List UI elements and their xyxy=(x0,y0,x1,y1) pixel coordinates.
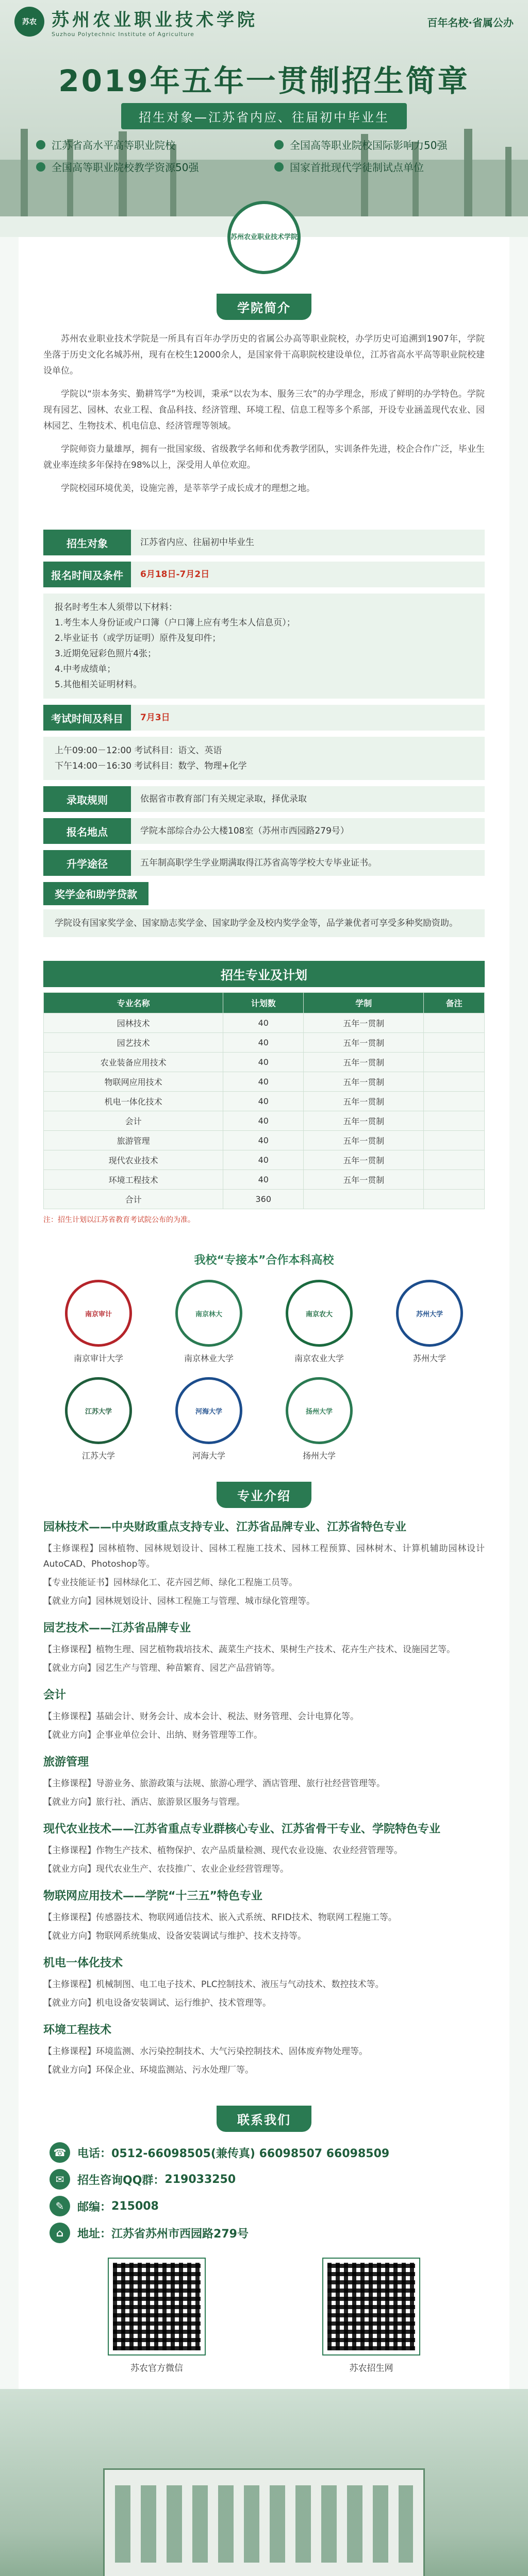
contact-section xyxy=(19,2093,509,2389)
major-paragraph: 【主修课程】作物生产技术、植物保护、农产品质量检测、现代农业设施、农业经营管理等。 xyxy=(43,1845,403,1856)
table-cell xyxy=(424,1033,485,1053)
major-title: 现代农业技术——江苏省重点专业群核心专业、江苏省骨干专业、学院特色专业 xyxy=(43,1823,441,1836)
university-logo-icon: 河海大学 xyxy=(175,1377,242,1444)
table-cell: 环境工程技术 xyxy=(44,1170,223,1190)
requirement-item: 2.毕业证书（或学历证明）原件及复印件； xyxy=(55,633,221,643)
recruit-target-banner: 招生对象—江苏省内应、往届初中毕业生 xyxy=(121,103,407,129)
major-paragraph: 【主修课程】环境监测、水污染控制技术、大气污染控制技术、固体废弃物处理等。 xyxy=(43,2046,368,2057)
table-row xyxy=(44,1111,485,1131)
feature-item: 江苏省高水平高等职业院校 xyxy=(36,137,254,152)
university-logo-icon: 江苏大学 xyxy=(65,1377,132,1444)
chat-icon: ✉ xyxy=(50,2169,70,2190)
main-card xyxy=(19,233,509,2389)
qr-codes xyxy=(50,2259,478,2374)
exam-slot: 上午09:00－12:00 考试科目：语文、英语 xyxy=(55,745,222,756)
transfer-row: 升学途径 五年制高职学生学业期满取得江苏省高等学校大专毕业证书。 xyxy=(43,850,485,876)
majors-heading: 专业介绍 xyxy=(43,1482,485,1508)
page-title: 2019年五年一贯制招生简章 xyxy=(58,63,470,98)
requirement-item: 4.中考成绩单； xyxy=(55,664,116,674)
contact-heading: 联系我们 xyxy=(50,2106,478,2132)
table-cell: 物联网应用技术 xyxy=(44,1072,223,1092)
table-row xyxy=(44,1170,485,1190)
requirements-list: 报名时考生本人须带以下材料： 1.考生本人身份证或户口簿（户口簿上应有考生本人信息页）； 2.毕业证书（或学历证明）原件及复印件； 3.近期免冠彩色照片4张； 4.中考成绩单； 5.其他相关证明材料。 xyxy=(43,594,485,699)
table-row xyxy=(44,1150,485,1170)
slogan: 百年名校·省属公办 xyxy=(427,16,514,29)
university-item xyxy=(264,1377,374,1461)
table-header-row: 专业名称 计划数 学制 备注 xyxy=(44,993,485,1013)
table-cell xyxy=(424,1092,485,1111)
table-cell: 40 xyxy=(223,1092,304,1111)
major-paragraph: 【就业方向】园林规划设计、园林工程施工与管理、城市绿化管理等。 xyxy=(43,1596,315,1606)
university-name: 苏州大学 xyxy=(412,1353,446,1363)
exam-row: 考试时间及科目 7月3日 xyxy=(43,705,485,731)
table-row xyxy=(44,1190,485,1209)
signup-row: 报名时间及条件 6月18日-7月2日 xyxy=(43,562,485,587)
school-name-en: Suzhou Polytechnic Institute of Agriculture xyxy=(52,31,194,38)
major-paragraph: 【主修课程】传感器技术、物联网通信技术、嵌入式系统、RFID技术、物联网工程施工等。 xyxy=(43,1912,397,1923)
university-name: 南京审计大学 xyxy=(73,1353,123,1363)
university-name: 南京农业大学 xyxy=(294,1353,344,1363)
major-paragraph: 【主修课程】园林植物、园林规划设计、园林工程施工技术、园林工程预算、园林树木、计算机辅助园林设计AutoCAD、Photoshop等。 xyxy=(43,1544,485,1569)
major-title: 园艺技术——江苏省品牌专业 xyxy=(43,1622,191,1635)
university-item xyxy=(154,1377,264,1461)
major-title: 机电一体化技术 xyxy=(43,1957,123,1970)
majors-section xyxy=(19,1471,509,2093)
major-paragraph: 【就业方向】旅行社、酒店、旅游景区服务与管理。 xyxy=(43,1797,245,1807)
plan-note: 注：招生计划以江苏省教育考试院公布的为准。 xyxy=(43,1216,195,1224)
table-cell: 现代农业技术 xyxy=(44,1150,223,1170)
table-cell: 360 xyxy=(223,1190,304,1209)
requirement-item: 1.考生本人身份证或户口簿（户口簿上应有考生本人信息页）； xyxy=(55,618,295,628)
intro-paragraph: 学院以“崇本务实、勤耕笃学”为校训，秉承“以农为本、服务三农”的办学理念，形成了鲜明的办学特色。学院现有园艺、园林、农业工程、食品科技、经济管理、环境工程、信息工程等多个系部，开设专业涵盖现代农业、园林园艺、生物技术、机电信息、经济管理等领域。 xyxy=(43,389,485,431)
phone-icon: ☎ xyxy=(50,2142,70,2163)
plan-section xyxy=(19,948,509,1236)
campus-photo xyxy=(0,2389,528,2576)
university-item xyxy=(43,1377,154,1461)
table-cell: 合计 xyxy=(44,1190,223,1209)
table-cell: 40 xyxy=(223,1053,304,1072)
phone-number[interactable]: 0512-66098505(兼传真) 66098507 66098509 xyxy=(111,2147,390,2160)
table-cell: 五年一贯制 xyxy=(304,1170,424,1190)
table-cell xyxy=(424,1131,485,1150)
table-cell: 园林技术 xyxy=(44,1013,223,1033)
admission-info xyxy=(19,519,509,948)
table-cell: 农业装备应用技术 xyxy=(44,1053,223,1072)
major-title: 物联网应用技术——学院“十三五”特色专业 xyxy=(43,1890,262,1903)
bullet-icon xyxy=(274,162,284,172)
qr-code-icon xyxy=(109,2259,205,2354)
table-cell: 40 xyxy=(223,1013,304,1033)
exam-slot: 下午14:00－16:30 考试科目：数学、物理+化学 xyxy=(55,761,247,771)
table-cell xyxy=(424,1111,485,1131)
table-cell xyxy=(424,1053,485,1072)
place-row: 报名地点 学院本部综合办公大楼108室（苏州市西园路279号） xyxy=(43,818,485,844)
qr-code-icon xyxy=(323,2259,419,2354)
table-cell: 五年一贯制 xyxy=(304,1150,424,1170)
requirement-item: 3.近期免冠彩色照片4张； xyxy=(55,649,157,659)
table-cell: 40 xyxy=(223,1131,304,1150)
intro-paragraph: 学院师资力量雄厚，拥有一批国家级、省级教学名师和优秀教学团队，实训条件先进，校企合作广泛，毕业生就业率连续多年保持在98%以上，深受用人单位欢迎。 xyxy=(43,444,485,470)
table-cell xyxy=(424,1190,485,1209)
table-cell xyxy=(424,1150,485,1170)
table-cell: 机电一体化技术 xyxy=(44,1092,223,1111)
table-cell xyxy=(424,1170,485,1190)
major-title: 园林技术——中央财政重点支持专业、江苏省品牌专业、江苏省特色专业 xyxy=(43,1521,407,1534)
table-cell: 五年一贯制 xyxy=(304,1111,424,1131)
address-line: ⌂ 地址： 江苏省苏州市西园路279号 xyxy=(50,2223,478,2243)
zip-line: ✎ 邮编： 215008 xyxy=(50,2196,478,2216)
major-paragraph: 【专业技能证书】园林绿化工、花卉园艺师、绿化工程施工员等。 xyxy=(43,1578,298,1588)
university-name: 河海大学 xyxy=(192,1451,225,1461)
university-logo-icon: 扬州大学 xyxy=(286,1377,353,1444)
university-item xyxy=(154,1280,264,1364)
table-cell: 五年一贯制 xyxy=(304,1013,424,1033)
mail-icon: ✎ xyxy=(50,2196,70,2216)
table-cell: 旅游管理 xyxy=(44,1131,223,1150)
qr-wechat[interactable]: 苏农官方微信 xyxy=(109,2259,205,2374)
major-paragraph: 【就业方向】现代农业生产、农技推广、农业企业经营管理等。 xyxy=(43,1864,289,1874)
major-paragraph: 【主修课程】植物生理、园艺植物栽培技术、蔬菜生产技术、果树生产技术、花卉生产技术、设施园艺等。 xyxy=(43,1645,455,1655)
university-logo-icon: 南京林大 xyxy=(175,1280,242,1347)
table-row xyxy=(44,1053,485,1072)
intro-paragraph: 苏州农业职业技术学院是一所具有百年办学历史的省属公办高等职业院校，办学历史可追溯到1907年，学院坐落于历史文化名城苏州，现有在校生12000余人，是国家骨干高职院校建设单位，江苏省高水平高等职业院校建设单位。 xyxy=(43,334,485,376)
feature-item: 全国高等职业院校教学资源50强 xyxy=(36,159,254,174)
school-seal-icon: 苏州农业职业技术学院 xyxy=(227,201,301,274)
table-cell: 五年一贯制 xyxy=(304,1033,424,1053)
scholarship-text: 学院设有国家奖学金、国家励志奖学金、国家助学金及校内奖学金等，品学兼优者可享受多种奖励资助。 xyxy=(43,909,485,937)
feature-item: 国家首批现代学徒制试点单位 xyxy=(274,159,492,174)
university-grid xyxy=(43,1280,485,1461)
university-item xyxy=(374,1280,485,1364)
table-cell: 40 xyxy=(223,1033,304,1053)
university-item xyxy=(264,1280,374,1364)
universities-section xyxy=(19,1236,509,1471)
table-cell: 五年一贯制 xyxy=(304,1072,424,1092)
school-name-cn: 苏州农业职业技术学院 xyxy=(52,10,258,30)
table-cell xyxy=(424,1013,485,1033)
table-cell xyxy=(304,1190,424,1209)
major-paragraph: 【主修课程】导游业务、旅游政策与法规、旅游心理学、酒店管理、旅行社经营管理等。 xyxy=(43,1778,385,1789)
major-paragraph: 【主修课程】基础会计、财务会计、成本会计、税法、财务管理、会计电算化等。 xyxy=(43,1711,359,1722)
table-cell: 40 xyxy=(223,1072,304,1092)
university-name: 江苏大学 xyxy=(81,1451,115,1461)
university-name: 扬州大学 xyxy=(302,1451,336,1461)
table-cell: 40 xyxy=(223,1150,304,1170)
feature-list xyxy=(36,137,492,174)
major-paragraph: 【就业方向】企事业单位会计、出纳、财务管理等工作。 xyxy=(43,1730,262,1740)
table-row xyxy=(44,1033,485,1053)
table-row xyxy=(44,1131,485,1150)
scholarship-heading: 奖学金和助学贷款 xyxy=(43,882,148,905)
table-cell: 五年一贯制 xyxy=(304,1092,424,1111)
admit-row: 录取规则 依据省市教育部门有关规定录取，择优录取 xyxy=(43,786,485,812)
feature-item: 全国高等职业院校国际影响力50强 xyxy=(274,137,492,152)
major-title: 会计 xyxy=(43,1689,67,1702)
requirement-item: 5.其他相关证明材料。 xyxy=(55,680,142,690)
intro-paragraph: 学院校园环境优美，设施完善，是莘莘学子成长成才的理想之地。 xyxy=(61,483,315,494)
bullet-icon xyxy=(36,162,45,172)
table-cell xyxy=(424,1072,485,1092)
table-cell: 40 xyxy=(223,1170,304,1190)
campus-building xyxy=(103,2468,425,2576)
school-logo: 苏农 xyxy=(14,7,44,37)
major-paragraph: 【就业方向】物联网系统集成、设备安装调试与维护、技术支持等。 xyxy=(43,1931,306,1941)
university-name: 南京林业大学 xyxy=(184,1353,234,1363)
university-item xyxy=(43,1280,154,1364)
table-cell: 会计 xyxy=(44,1111,223,1131)
university-logo-icon: 南京审计 xyxy=(65,1280,132,1347)
table-row xyxy=(44,1092,485,1111)
plan-table xyxy=(43,992,485,1209)
table-cell: 五年一贯制 xyxy=(304,1131,424,1150)
table-cell: 园艺技术 xyxy=(44,1033,223,1053)
major-paragraph: 【就业方向】园艺生产与管理、种苗繁育、园艺产品营销等。 xyxy=(43,1663,280,1673)
intro-heading: 学院简介 xyxy=(43,294,485,320)
table-cell: 40 xyxy=(223,1111,304,1131)
plan-title: 招生专业及计划 xyxy=(43,961,485,987)
major-title: 旅游管理 xyxy=(43,1756,89,1769)
qr-website[interactable]: 苏农招生网 xyxy=(323,2259,419,2374)
qq-line: ✉ 招生咨询QQ群： 219033250 xyxy=(50,2169,478,2190)
bullet-icon xyxy=(36,140,45,149)
universities-title: 我校“专接本”合作本科高校 xyxy=(194,1254,334,1267)
intro-section xyxy=(19,237,509,519)
exam-schedule xyxy=(43,737,485,780)
table-cell: 五年一贯制 xyxy=(304,1053,424,1072)
school-name-block xyxy=(52,6,258,38)
university-logo-icon: 南京农大 xyxy=(286,1280,353,1347)
table-row xyxy=(44,1013,485,1033)
table-row xyxy=(44,1072,485,1092)
university-logo-icon: 苏州大学 xyxy=(396,1280,463,1347)
bullet-icon xyxy=(274,140,284,149)
major-paragraph: 【就业方向】环保企业、环境监测站、污水处理厂等。 xyxy=(43,2065,254,2075)
phone-line: ☎ 电话： 0512-66098505(兼传真) 66098507 66098509 xyxy=(50,2142,478,2163)
major-title: 环境工程技术 xyxy=(43,2024,112,2037)
major-paragraph: 【就业方向】机电设备安装调试、运行维护、技术管理等。 xyxy=(43,1998,271,2008)
target-row: 招生对象 江苏省内应、往届初中毕业生 xyxy=(43,530,485,555)
major-paragraph: 【主修课程】机械制图、电工电子技术、PLC控制技术、液压与气动技术、数控技术等。 xyxy=(43,1979,384,1990)
location-icon: ⌂ xyxy=(50,2223,70,2243)
